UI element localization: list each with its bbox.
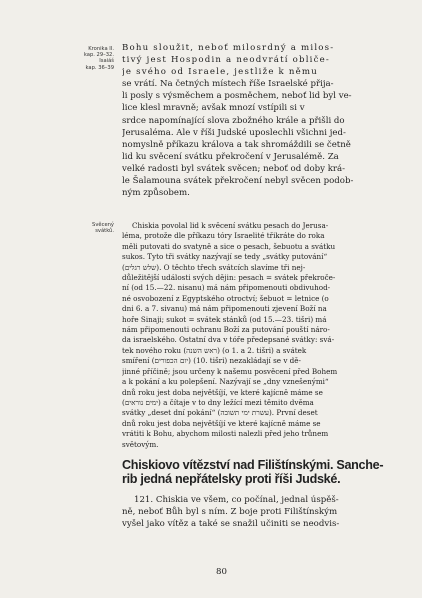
- paragraph-3: [122, 494, 406, 530]
- margin-note-line: Svěcený: [92, 222, 114, 228]
- text-line: nám připomenouti ochranu Boží za putování pouští náro-: [122, 325, 330, 335]
- text-line: důležitější události svých dějin: pesach = svátek překroče-: [122, 273, 336, 283]
- text-line: tivý jest Hospodin a neodvrátí obliče-: [122, 55, 331, 66]
- text-line: měli putovati do svatyně a sice o pesach, šebuotu a svátku: [122, 241, 336, 251]
- text-line: a k pokání a ku polepšení. Nazývají se „dny vznešenými“: [122, 377, 329, 387]
- text-line: dnů roku jest doba největšíjí ve které kajícně máme se: [122, 418, 321, 428]
- text-line: světovým.: [122, 439, 159, 449]
- text-line: vyšel jako vítěz a také se snažil učiniti se neodvis-: [122, 519, 340, 530]
- text-line: Jerusaléma. Ale v říši Judské uposlechli všichni jed-: [122, 127, 346, 138]
- margin-note-line: kap. 36–39: [85, 64, 114, 71]
- text-line: hoře Sinaji; sukot = svátek stánků (od 15.—23. tišri) má: [122, 314, 327, 324]
- paragraph-2: [122, 221, 406, 450]
- text-line: dnů roku jest doba největšíjí, ve které kajícně máme se: [122, 387, 323, 397]
- text-line: je svého od Israele, jestliže k němu: [122, 67, 318, 78]
- page-number: 80: [216, 567, 227, 577]
- text-line: lid ku svěcení svátku překročení v Jerusalémě. Za: [122, 151, 339, 162]
- text-line: vrátiti k Bohu, abychom milosti nalezli před jeho trůnem: [122, 429, 329, 439]
- section-title-line: Chiskiovo vítězství nad Filištínskými. Sanche-: [122, 458, 384, 472]
- text-line: ným způsobem.: [122, 188, 190, 199]
- margin-note-line: Isaiáš: [99, 58, 114, 65]
- text-line: se vrátí. Na četných místech říše Israelské přija-: [122, 79, 334, 90]
- text-line: smíření (יום הכפורים) (10. tišri) nezakládají se v dě-: [122, 356, 301, 366]
- margin-note-sources: [58, 46, 114, 71]
- margin-note-line: Kronika II.: [88, 46, 114, 52]
- text-line: nomyslně příkazu králova a tak shromáždili se četně: [122, 139, 351, 150]
- text-line: né osvobození z Egyptského otroctví; šebuot = letnice (o: [122, 293, 329, 303]
- text-line: da israelského. Ostatní dva v tóře předepsané svátky: svá-: [122, 335, 335, 345]
- text-line: 121. Chiskia ve všem, co počínal, jednal úspěš-: [134, 495, 339, 505]
- text-line: (שלש רגלים). O těchto třech svátcích slavíme tři nej-: [122, 262, 306, 272]
- text-line: sukos. Tyto tři svátky nazývají se tedy „svátky putování“: [122, 252, 328, 262]
- margin-note-holidays: [58, 222, 114, 234]
- text-line: (ימים נוראים) a čítaje v to dny ležící mezi těmito dvěma: [122, 397, 314, 407]
- section-title: [122, 458, 410, 486]
- text-line: srdce napomínající slova zbožného krále a přišli do: [122, 115, 345, 126]
- margin-note-line: svátků.: [95, 228, 114, 235]
- paragraph-1: [122, 42, 406, 199]
- text-line: léma, protože dle příkazu tóry Israelité třikráte do roka: [122, 231, 325, 241]
- section-title-line: rib jedná nepřátelsky proti říši Judské.: [122, 472, 341, 487]
- text-line: ní (od 15.—22. nisanu) má nám připomenouti obdivuhod-: [122, 283, 331, 293]
- text-line: jinné příčině; jsou určeny k našemu posvěcení před Bohem: [122, 366, 338, 376]
- text-line: ně, neboť Bůh byl s ním. Z boje proti Filištínským: [122, 507, 338, 518]
- text-line: Chiskia povolal lid k svěcení svátku pesach do Jerusa-: [132, 221, 329, 230]
- text-line: le Šalamouna svátek překročení nebyl svěcen podob-: [122, 176, 354, 187]
- margin-note-line: kap. 29–32.: [83, 52, 114, 59]
- text-line: lice klesl mravně; avšak mnozí vstípili si v: [122, 103, 305, 114]
- text-line: dni 6. a 7. sivanu) má nám připomenouti zjevení Boží na: [122, 304, 327, 314]
- text-line: velké radosti byl svátek svěcen; neboť od doby krá-: [122, 163, 346, 174]
- text-line: Bohu sloužit, neboť milosrdný a milos-: [122, 43, 335, 53]
- text-line: tek nového roku (ראש השנה) (o 1. a 2. tišri) a svátek: [122, 345, 307, 355]
- text-line: li posly s výsměchem a posměchem, neboť lid byl ve-: [122, 91, 352, 102]
- text-line: svátky „deset dní pokání“ (עשרת ימי תשובה). První deset: [122, 408, 318, 418]
